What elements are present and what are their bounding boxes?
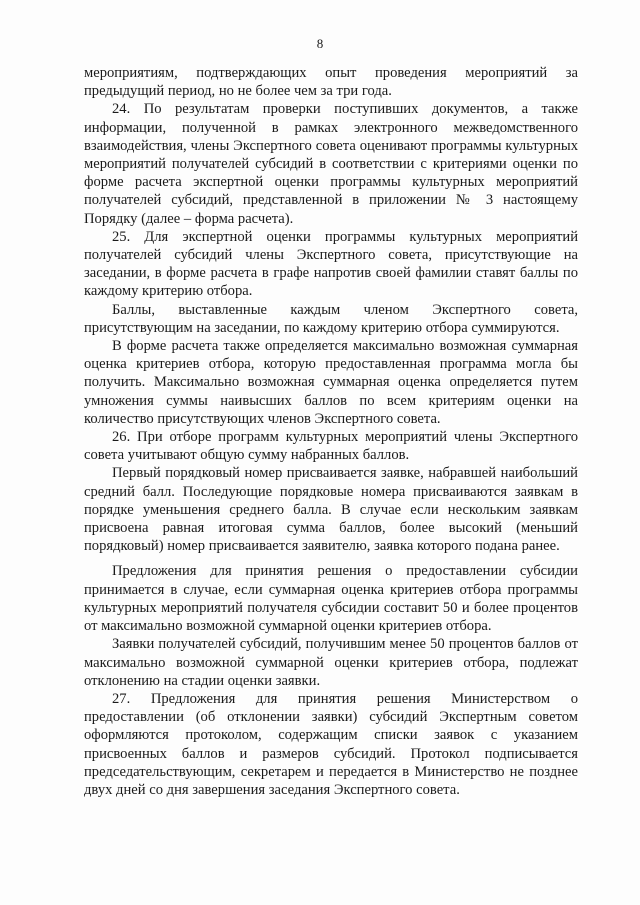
paragraph-rejection: Заявки получателей субсидий, получившим менее 50 процентов баллов от максимально возможной суммарной оценки критериев отбора, подлежат отклонению на стадии оценки заявки. [84, 636, 578, 689]
paragraph-item-26: 26. При отборе программ культурных мероприятий члены Экспертного совета учитывают общую сумму набранных баллов. [84, 429, 578, 464]
paragraph-ordering: Первый порядковый номер присваивается заявке, набравшей наибольший средний балл. Последующие порядковые номера присваиваются заявкам в порядке уменьшения среднего балла. В случае если нескольким заявкам присвоена равная итоговая сумма баллов, более высокий (меньший порядковый) номер присваивается заявителю, заявка которого подана ранее. [84, 465, 578, 555]
page-number: 8 [316, 36, 324, 51]
paragraph-item-24: 24. По результатам проверки поступивших документов, а также информации, полученной в рамках электронного межведомственного взаимодействия, члены Экспертного совета оценивают программы культурных мероприятий получателей субсидий в соответствии с критериями оценки по форме расчета экспертной оценки программы культурных мероприятий получателей субсидий, представленной в приложении № 3 настоящему Порядку (далее – форма расчета). [84, 101, 578, 227]
paragraph-max-score: В форме расчета также определяется максимально возможная суммарная оценка критериев отбора, которую предоставленная программа могла бы получить. Максимально возможная суммарная оценка определяется путем умножения суммы наивысших баллов по всем критериям оценки на количество присутствующих членов Экспертного совета. [84, 338, 578, 427]
paragraph-continuation: мероприятиям, подтверждающих опыт проведения мероприятий за предыдущий период, но не более чем за три года. [84, 65, 578, 100]
document-body [84, 64, 578, 799]
paragraph-proposals: Предложения для принятия решения о предоставлении субсидии принимается в случае, если суммарная оценка критериев отбора программы культурных мероприятий получателя субсидии составит 50 и более процентов от максимально возможной суммарной оценки критериев отбора. [84, 563, 578, 635]
paragraph-scores-summed: Баллы, выставленные каждым членом Экспертного совета, присутствующим на заседании, по каждому критерию отбора суммируются. [84, 301, 578, 336]
paragraph-item-27: 27. Предложения для принятия решения Министерством о предоставлении (об отклонении заявки) субсидий Экспертным советом оформляются протоколом, содержащим списки заявок с указанием присвоенных баллов и размеров субсидий. Протокол подписывается председательствующим, секретарем и передается в Министерство не позднее двух дней со дня завершения заседания Экспертного совета. [84, 690, 578, 798]
paragraph-item-25: 25. Для экспертной оценки программы культурных мероприятий получателей субсидий члены Экспертного совета, присутствующие на заседании, в форме расчета в графе напротив своей фамилии ставят баллы по каждому критерию отбора. [84, 228, 578, 300]
